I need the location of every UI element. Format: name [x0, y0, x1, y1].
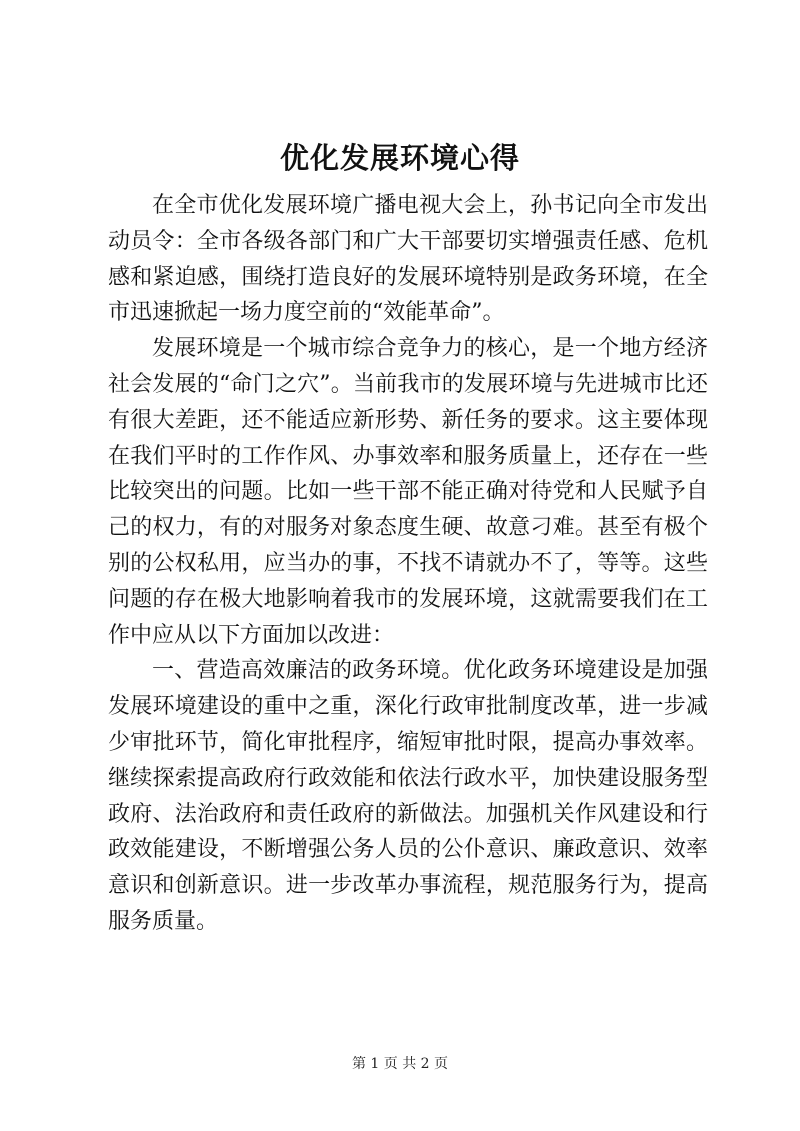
paragraph-1: 在全市优化发展环境广播电视大会上，孙书记向全市发出动员令：全市各级各部门和广大干部要切实增强责任感、危机感和紧迫感，围绕打造良好的发展环境特别是政务环境，在全市迅速掀起一场力度空前的“效能革命”。 [108, 193, 708, 326]
page-footer: 第 1 页 共 2 页 [351, 1056, 449, 1072]
paragraph-3: 一、营造高效廉洁的政务环境。优化政务环境建设是加强发展环境建设的重中之重，深化行政审批制度改革，进一步减少审批环节，简化审批程序，缩短审批时限，提高办事效率。继续探索提高政府行政效能和依法行政水平，加快建设服务型政府、法治政府和责任政府的新做法。加强机关作风建设和行政效能建设，不断增强公务人员的公仆意识、廉政意识、效率意识和创新意识。进一步改革办事流程，规范服务行为，提高服务质量。 [108, 658, 708, 934]
document-title: 优化发展环境心得 [279, 141, 520, 175]
document-body [108, 188, 708, 940]
paragraph-2: 发展环境是一个城市综合竞争力的核心，是一个地方经济社会发展的“命门之穴”。当前我市的发展环境与先进城市比还有很大差距，还不能适应新形势、新任务的要求。这主要体现在我们平时的工作作风、办事效率和服务质量上，还存在一些比较突出的问题。比如一些干部不能正确对待党和人民赋予自己的权力，有的对服务对象态度生硬、故意刁难。甚至有极个别的公权私用，应当办的事，不找不请就办不了，等等。这些问题的存在极大地影响着我市的发展环境，这就需要我们在工作中应从以下方面加以改进： [108, 336, 708, 648]
